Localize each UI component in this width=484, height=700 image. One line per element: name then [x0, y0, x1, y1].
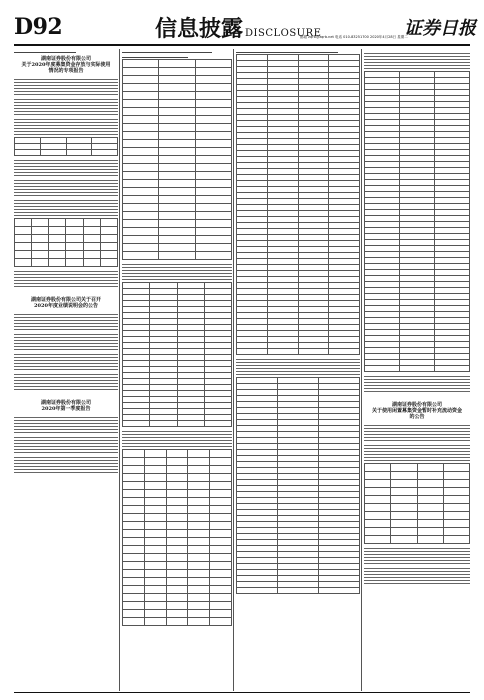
- body-text-block: [14, 455, 118, 473]
- data-table: [122, 59, 232, 260]
- text-line: [122, 49, 212, 53]
- text-line: [14, 49, 76, 53]
- body-text-block: [364, 51, 470, 69]
- body-text-block: [14, 158, 118, 176]
- data-table: [236, 377, 360, 594]
- body-text-block: [364, 546, 470, 564]
- body-text-block: [14, 312, 118, 330]
- section-title-cn: 信息披露: [155, 16, 244, 42]
- announcement-heading-line: 2020年第一季度报告: [41, 406, 91, 412]
- body-text-block: [236, 357, 360, 375]
- footer-rule: [14, 692, 470, 693]
- column-4: [364, 49, 470, 691]
- column-divider: [119, 49, 120, 691]
- body-text-block: [364, 443, 470, 461]
- page-header: [0, 0, 484, 46]
- data-table: [122, 282, 232, 427]
- body-text-block: [14, 77, 118, 95]
- body-text-block: [14, 97, 118, 115]
- newspaper-logo: 证券日报: [404, 18, 476, 39]
- section-title-en: DISCLOSURE: [245, 28, 322, 39]
- column-divider: [361, 49, 362, 691]
- body-text-block: [14, 269, 118, 287]
- column-divider: [233, 49, 234, 691]
- body-text-block: [122, 262, 232, 280]
- announcement-title: [364, 402, 470, 420]
- announcement-heading-line: 关于使用闲置募集资金暂时补充流动资金: [371, 408, 462, 414]
- body-text-block: [14, 117, 118, 135]
- announcement-company: 湖南证券股份有限公司: [391, 402, 442, 408]
- header-rule: [14, 44, 470, 46]
- body-text-block: [14, 372, 118, 390]
- data-table: [14, 218, 118, 267]
- announcement-title: [14, 297, 118, 309]
- page-number: D92: [14, 14, 63, 40]
- announcement-company: 湖南证券股份有限公司关于召开: [30, 297, 101, 303]
- body-text-block: [364, 566, 470, 584]
- text-line: [236, 49, 338, 53]
- data-table: [236, 54, 360, 355]
- body-text-block: [14, 198, 118, 216]
- header-meta-line: 邮箱 zqrb@zqrb.net 电话 010-83251700 2020年4月28日 星期二: [300, 35, 408, 39]
- body-text-block: [364, 374, 470, 392]
- announcement-heading-line: 的公告: [409, 414, 425, 420]
- column-1: [14, 49, 118, 691]
- body-text-block: [364, 423, 470, 441]
- body-text-block: [14, 435, 118, 453]
- announcement-heading-line: 关于2020年度募集资金存放与实际使用: [21, 62, 111, 68]
- data-table: [14, 137, 118, 156]
- data-table: [364, 71, 470, 372]
- announcement-company: 湖南证券股份有限公司: [40, 400, 91, 406]
- body-text-block: [14, 352, 118, 370]
- body-text-block: [14, 332, 118, 350]
- announcement-title: [14, 56, 118, 74]
- section-title: [155, 12, 321, 43]
- column-3: [236, 49, 360, 691]
- body-text-block: [122, 429, 232, 447]
- data-table: [364, 463, 470, 544]
- announcement-company: 湖南证券股份有限公司: [40, 56, 91, 62]
- body-text-block: [14, 178, 118, 196]
- text-line: [122, 54, 188, 58]
- announcement-heading-line: 2020年度业绩说明会的公告: [34, 303, 98, 309]
- announcement-heading-line: 情况的专项报告: [48, 68, 84, 74]
- data-table: [122, 449, 232, 626]
- body-text-block: [14, 415, 118, 433]
- column-2: [122, 49, 232, 691]
- announcement-title: [14, 400, 118, 412]
